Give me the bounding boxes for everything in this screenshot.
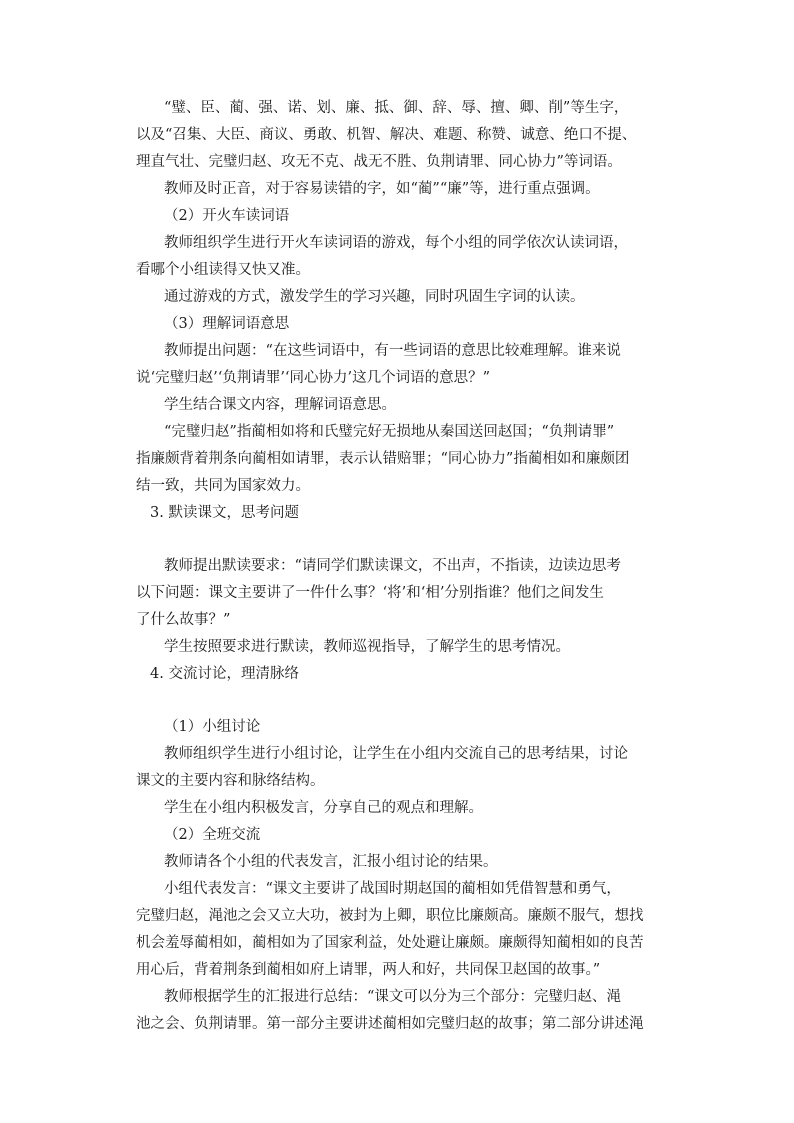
text-line: 说‘完璧归赵’‘负荆请罪’‘同心协力’这几个词语的意思？” [136,370,491,386]
subheading: （3）理解词语意思 [164,316,290,332]
text-line: 机会羞辱蔺相如，蔺相如为了国家利益，处处避让廉颇。廉颇得知蔺相如的良苦 [136,935,644,951]
text-line: 以及“召集、大臣、商议、勇敢、机智、解决、难题、称赞、诚意、绝口不提、 [136,127,637,143]
text-line: 通过游戏的方式，激发学生的学习兴趣，同时巩固生字词的认读。 [164,289,585,305]
subheading: （2）开火车读词语 [164,208,290,224]
text-line: 看哪个小组读得又快又准。 [136,262,310,278]
text-line: 以下问题：课文主要讲了一件什么事？‘将’和‘相’分别指谁？他们之间发生 [136,585,604,601]
text-line: 教师提出默读要求：“请同学们默读课文，不出声，不指读，边读边思考 [164,558,621,574]
text-line: 教师组织学生进行小组讨论，让学生在小组内交流自己的思考结果，讨论 [164,746,628,762]
text-line: 学生按照要求进行默读，教师巡视指导，了解学生的思考情况。 [164,639,570,655]
text-line: 教师提出问题：“在这些词语中，有一些词语的意思比较难理解。谁来说 [164,343,621,359]
text-line: 教师组织学生进行开火车读词语的游戏，每个小组的同学依次认读词语， [164,235,628,251]
text-line: 教师根据学生的汇报进行总结：“课文可以分为三个部分：完璧归赵、渑 [164,989,621,1005]
text-line: “璧、臣、蔺、强、诺、划、廉、抵、御、辞、辱、擅、卿、削”等生字， [164,100,629,116]
text-line: 课文的主要内容和脉络结构。 [136,773,325,789]
subheading: （1）小组讨论 [164,719,261,735]
text-line: 理直气壮、完璧归赵、攻无不克、战无不胜、负荆请罪、同心协力”等词语。 [136,154,622,170]
text-line: “完璧归赵”指蔺相如将和氏璧完好无损地从秦国送回赵国；“负荆请罪” [164,424,615,440]
text-line: 学生在小组内积极发言，分享自己的观点和理解。 [164,800,483,816]
text-line: 了什么故事？” [136,612,231,628]
text-line: 学生结合课文内容，理解词语意思。 [164,397,396,413]
text-line: 结一致，共同为国家效力。 [136,478,310,494]
subheading: （2）全班交流 [164,827,261,843]
section-heading: 3. 默读课文，思考问题 [150,505,299,521]
text-line: 完璧归赵，渑池之会又立大功，被封为上卿，职位比廉颇高。廉颇不服气，想找 [136,908,644,924]
text-line: 指廉颇背着荆条向蔺相如请罪，表示认错赔罪；“同心协力”指蔺相如和廉颇团 [136,451,630,467]
text-line: 教师请各个小组的代表发言，汇报小组讨论的结果。 [164,854,498,870]
text-line: 池之会、负荆请罪。第一部分主要讲述蔺相如完璧归赵的故事；第二部分讲述渑 [136,1016,644,1032]
section-heading: 4. 交流讨论，理清脉络 [150,666,299,682]
text-line: 用心后，背着荆条到蔺相如府上请罪，两人和好，共同保卫赵国的故事。” [136,962,601,978]
text-line: 小组代表发言：“课文主要讲了战国时期赵国的蔺相如凭借智慧和勇气， [164,881,621,897]
text-line: 教师及时正音，对于容易读错的字，如“蔺”“廉”等，进行重点强调。 [164,181,600,197]
